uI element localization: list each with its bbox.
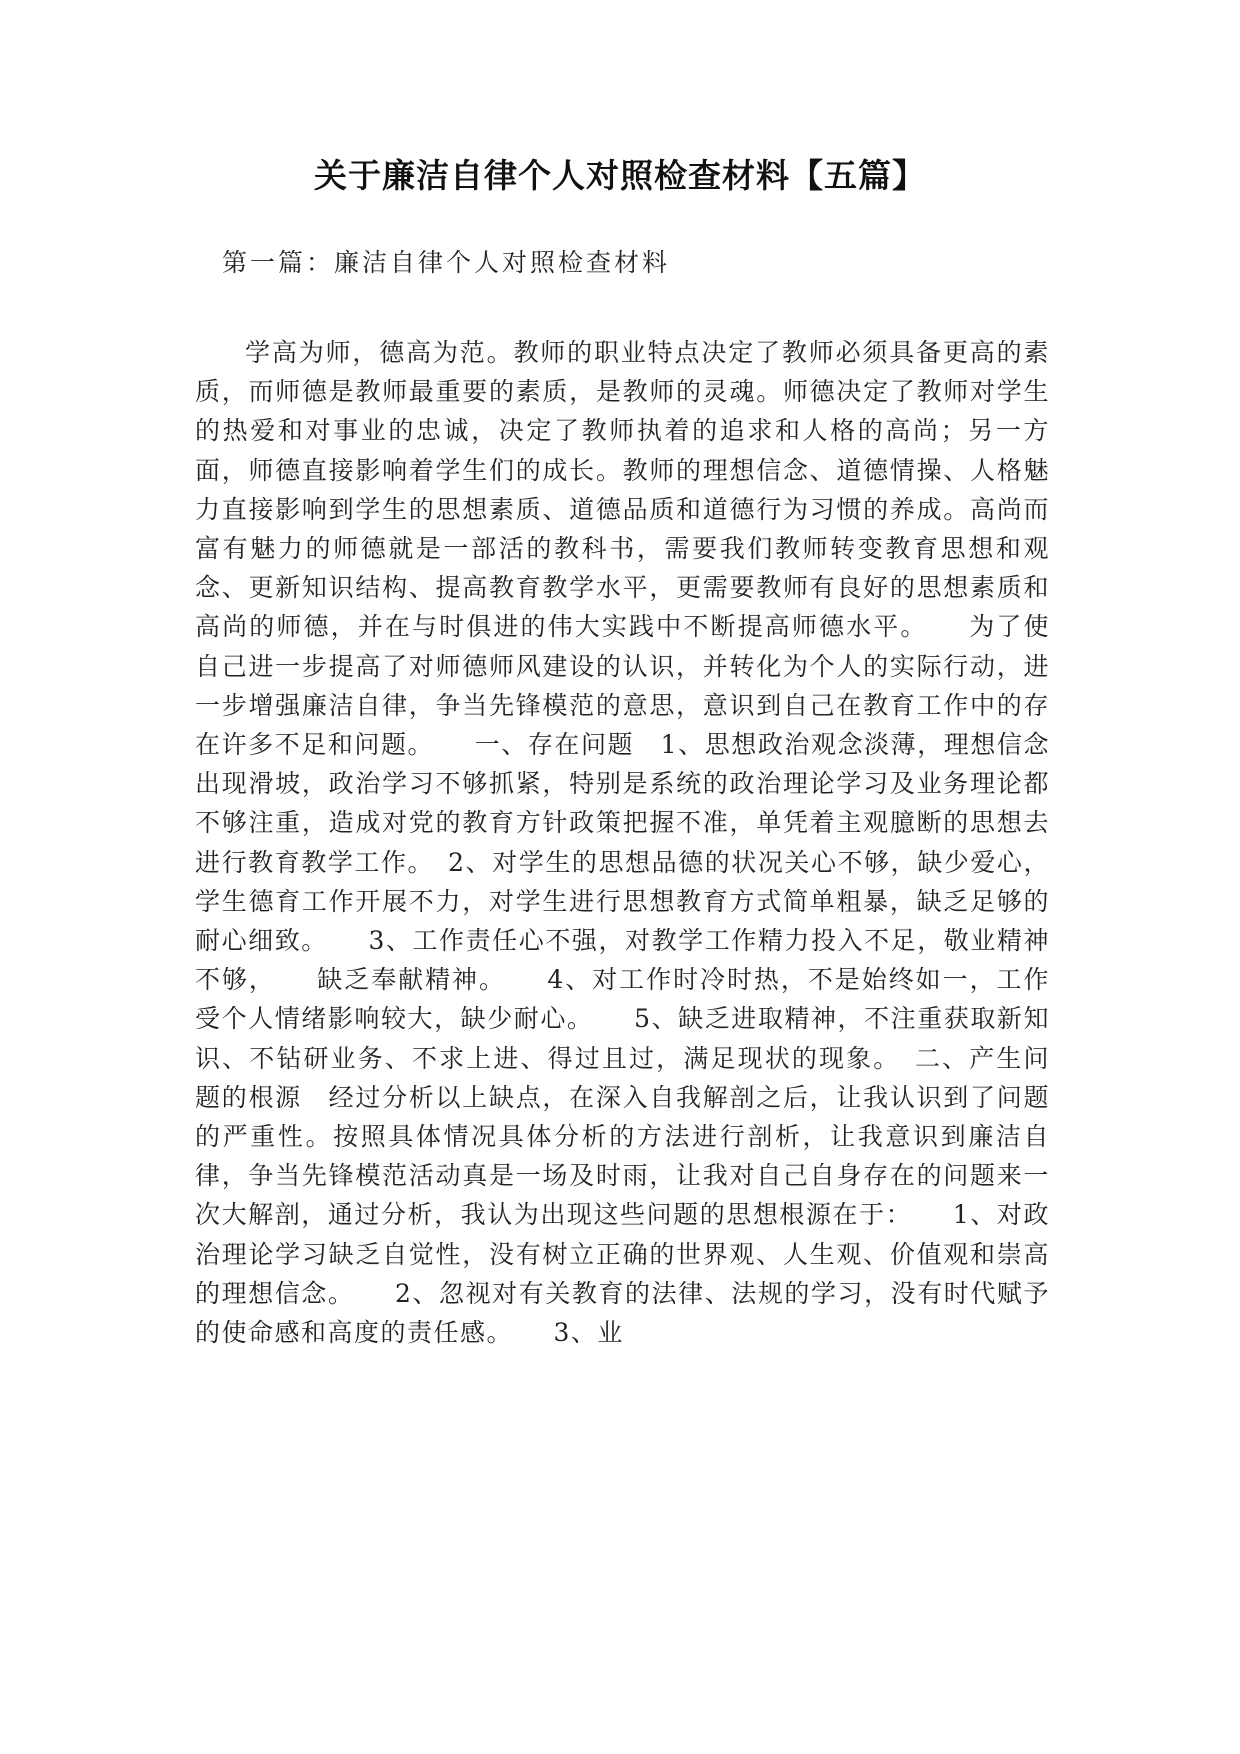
document-title: 关于廉洁自律个人对照检查材料【五篇】 xyxy=(314,156,926,195)
body-paragraph: 学高为师，德高为范。教师的职业特点决定了教师必须具备更高的素质，而师德是教师最重要的素质，是教师的灵魂。师德决定了教师对学生的热爱和对事业的忠诚，决定了教师执着的追求和人格的高尚；另一方面，师德直接影响着学生们的成长。教师的理想信念、道德情操、人格魅力直接影响到学生的思想素质、道德品质和道德行为习惯的养成。高尚而富有魅力的师德就是一部活的教科书，需要我们教师转变教育思想和观念、更新知识结构、提高教育教学水平，更需要教师有良好的思想素质和高尚的师德，并在与时俱进的伟大实践中不断提高师德水平。 为了使自己进一步提高了对师德师风建设的认识，并转化为个人的实际行动，进一步增强廉洁自律，争当先锋模范的意思，意识到自己在教育工作中的存在许多不足和问题。 一、存在问题 1、思想政治观念淡薄，理想信念出现滑坡，政治学习不够抓紧，特别是系统的政治理论学习及业务理论都不够注重，造成对党的教育方针政策把握不准，单凭着主观臆断的思想去进行教育教学工作。 2、对学生的思想品德的状况关心不够，缺少爱心，学生德育工作开展不力，对学生进行思想教育方式简单粗暴，缺乏足够的耐心细致。 3、工作责任心不强，对教学工作精力投入不足，敬业精神不够， 缺乏奉献精神。 4、对工作时冷时热，不是始终如一，工作受个人情绪影响较大，缺少耐心。 5、缺乏进取精神，不注重获取新知识、不钻研业务、不求上进、得过且过，满足现状的现象。 二、产生问题的根源 经过分析以上缺点，在深入自我解剖之后，让我认识到了问题的严重性。按照具体情况具体分析的方法进行剖析，让我意识到廉洁自律，争当先锋模范活动真是一场及时雨，让我对自己自身存在的问题来一次大解剖，通过分析，我认为出现这些问题的思想根源在于： 1、对政治理论学习缺乏自觉性，没有树立正确的世界观、人生观、价值观和崇高的理想信念。 2、忽视对有关教育的法律、法规的学习，没有时代赋予的使命感和高度的责任感。 3、业 xyxy=(195,338,1050,1348)
section-heading: 第一篇：廉洁自律个人对照检查材料 xyxy=(222,248,671,277)
